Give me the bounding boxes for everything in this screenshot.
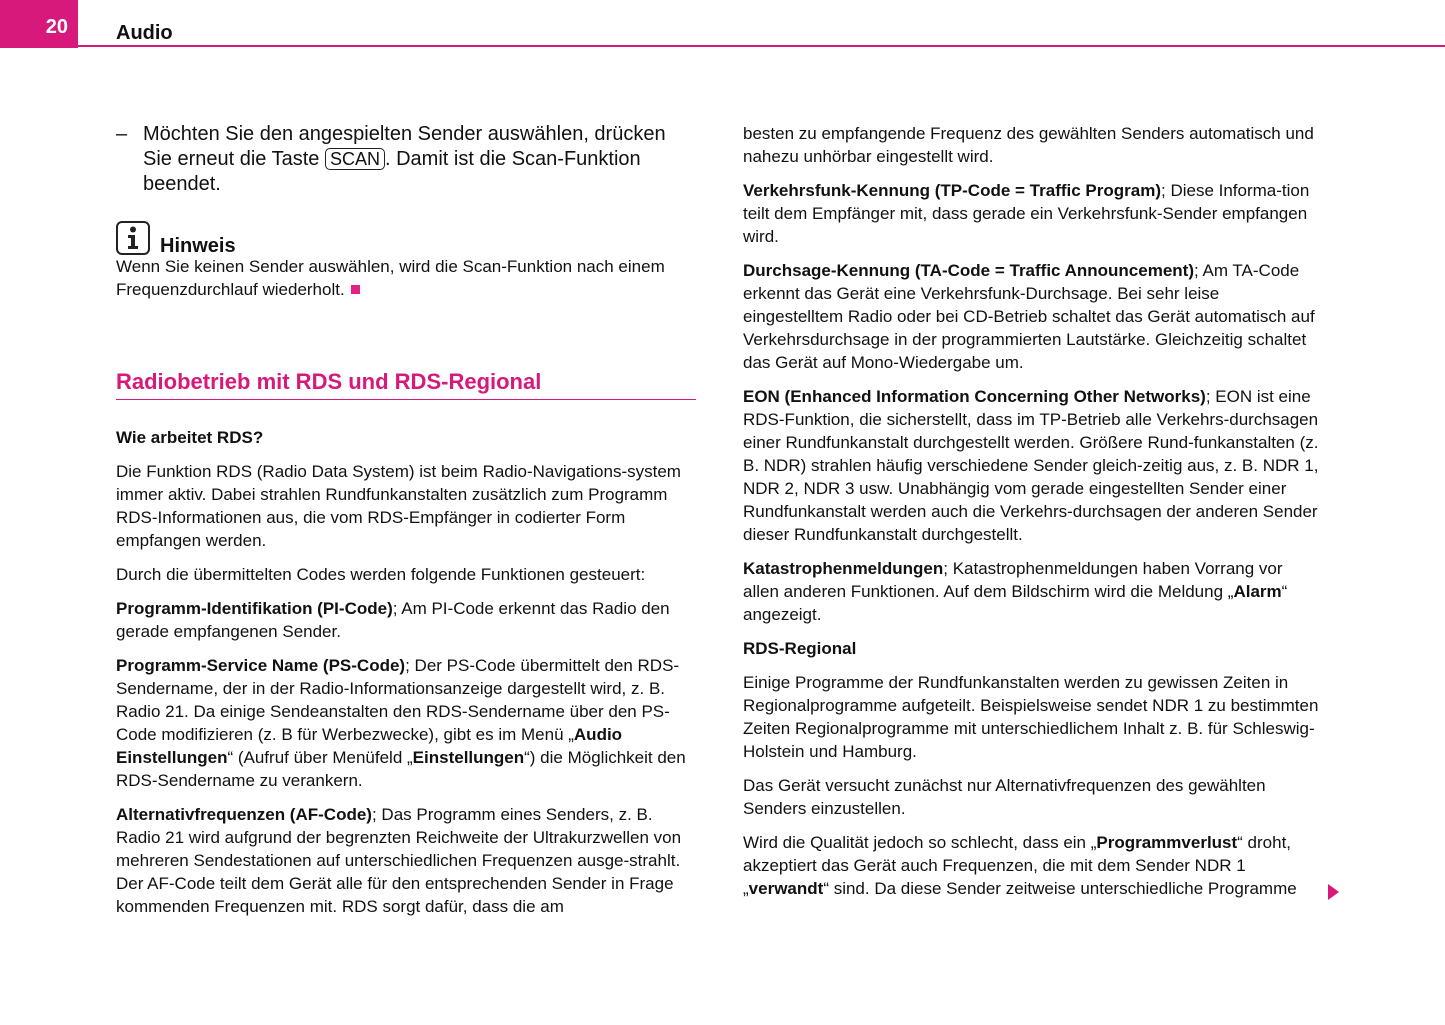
word-alarm: Alarm [1233, 582, 1282, 601]
header-divider [78, 45, 1445, 47]
section-title: Radiobetrieb mit RDS und RDS-Regional [116, 369, 696, 400]
ps-code-text-2: “ (Aufruf über Menüfeld „ [227, 748, 413, 767]
menu-einstellungen: Einstellungen [412, 748, 525, 767]
paragraph-pi-code [116, 597, 696, 643]
page-number: 20 [45, 15, 68, 38]
term-eon: EON (Enhanced Information Concerning Other Networks) [743, 387, 1206, 406]
paragraph-regional-3 [743, 831, 1323, 900]
ps-code-text-1: ; Der PS-Code übermittelt den RDS-Sendername, der in der Radio-Informationsanzeige dargestellt wird, z. B. Radio 21. Da einige Sendeanstalten den RDS-Sendername über den PS-Code modifizieren (z. B für Werbezwecke), gibt es im Menü „ [116, 656, 680, 744]
page-number-badge [0, 0, 78, 48]
term-ta-code: Durchsage-Kennung (TA-Code = Traffic Announcement) [743, 261, 1194, 280]
paragraph-ps-code [116, 654, 696, 792]
paragraph-tp-code [743, 179, 1323, 248]
word-programmverlust: Programmverlust [1096, 833, 1238, 852]
tp-code-text: ; Diese Informa-tion teilt dem Empfänger mit, dass gerade ein Verkehrsfunk-Sender empfangen wird. [743, 181, 1310, 246]
term-af-code: Alternativfrequenzen (AF-Code) [116, 805, 372, 824]
paragraph-ta-code [743, 259, 1323, 374]
pi-code-text: ; Am PI-Code erkennt das Radio den gerade empfangenen Sender. [116, 599, 670, 641]
word-verwandt: verwandt [748, 879, 824, 898]
scan-step-text-2: . Damit ist die Scan-Funktion beendet. [143, 148, 641, 195]
paragraph-eon [743, 385, 1323, 546]
term-pi-code: Programm-Identifikation (PI-Code) [116, 599, 393, 618]
scan-key: SCAN [325, 148, 385, 170]
subheading-rds-regional: RDS-Regional [743, 639, 857, 658]
scan-step-text-1: Möchten Sie den angespielten Sender auswählen, drücken Sie erneut die Taste [143, 123, 666, 170]
continue-arrow-icon [1328, 884, 1339, 900]
info-icon [116, 221, 150, 255]
paragraph-af-code [116, 803, 696, 918]
chapter-title: Audio [116, 22, 173, 44]
paragraph-regional-1: Einige Programme der Rundfunkanstalten werden zu gewissen Zeiten in Regionalprogramme aufgeteilt. Beispielsweise sendet NDR 1 zu bestimmten Zeiten Regionalprogramme mit unterschiedlichem Inhalt z. B. für Schleswig-Holstein und Hamburg. [743, 673, 1319, 761]
note-title: Hinweis [160, 235, 236, 257]
right-column [743, 122, 1323, 911]
term-katastrophen: Katastrophenmeldungen [743, 559, 944, 578]
paragraph-rds-intro: Die Funktion RDS (Radio Data System) ist beim Radio-Navigations-system immer aktiv. Dabei strahlen Rundfunkanstalten zusätzlich zum Programm RDS-Informationen aus, die vom RDS-Empfänger in codierter Form empfangen werden. [116, 462, 681, 550]
regional-3-text-3: “ sind. Da diese Sender zeitweise unterschiedliche Programme [823, 879, 1297, 898]
term-tp-code: Verkehrsfunk-Kennung (TP-Code = Traffic Program) [743, 181, 1161, 200]
af-code-text: ; Das Programm eines Senders, z. B. Radio 21 wird aufgrund der begrenzten Reichweite der Ultrakurzwellen von mehreren Sendestationen auf unterschiedlichen Frequenzen ausge-strahlt. Der AF-Code teilt dem Gerät alle für den entsprechenden Sender in Frage kommenden Frequenzen mit. RDS sorgt dafür, dass die am [116, 805, 682, 916]
menu-audio-einstellungen: Audio Einstellungen [116, 725, 623, 767]
katastrophen-text-2: “ angezeigt. [743, 582, 1288, 624]
dash-bullet: – [116, 123, 128, 145]
regional-3-text-1: Wird die Qualität jedoch so schlecht, dass ein „ [743, 833, 1097, 852]
katastrophen-text-1: ; Katastrophenmeldungen haben Vorrang vor allen anderen Funktionen. Auf dem Bildschirm wird die Meldung „ [743, 559, 1283, 601]
term-ps-code: Programm-Service Name (PS-Code) [116, 656, 406, 675]
subheading-rds: Wie arbeitet RDS? [116, 428, 264, 447]
note-body: Wenn Sie keinen Sender auswählen, wird die Scan-Funktion nach einem Frequenzdurchlauf wiederholt. [116, 257, 665, 299]
regional-3-text-2: “ droht, akzeptiert das Gerät auch Frequenzen, die mit dem Sender NDR 1 „ [743, 833, 1292, 898]
scan-step-item [116, 122, 696, 197]
paragraph-codes-intro: Durch die übermittelten Codes werden folgende Funktionen gesteuert: [116, 565, 646, 584]
eon-text: ; EON ist eine RDS-Funktion, die sicherstellt, dass im TP-Betrieb alle Verkehrs-durchsagen einer Rundfunkanstalt durchgestellt werden. Größere Rund-funkanstalten (z. B. NDR) strahlen häufig verschiedene Sender gleich-zeitig aus, z. B. NDR 1, NDR 2, NDR 3 usw. Unabhängig vom gerade eingestellten Sender einer Rundfunkanstalt werden auch die Verkehrs-durchsagen der anderen Sender dieser Rundfunkanstalt durchgestellt. [743, 387, 1319, 544]
end-of-section-mark-icon [351, 285, 360, 294]
paragraph-regional-2: Das Gerät versucht zunächst nur Alternativfrequenzen des gewählten Senders einzustellen. [743, 776, 1266, 818]
ta-code-text: ; Am TA-Code erkennt das Gerät eine Verkehrsfunk-Durchsage. Bei sehr leise eingestelltem Radio oder bei CD-Betrieb schaltet das Gerät automatisch auf Verkehrsdurchsage in der programmierten Lautstärke. Gleichzeitig schaltet das Gerät auf Mono-Wiedergabe um. [743, 261, 1315, 372]
paragraph-af-continued: besten zu empfangende Frequenz des gewählten Senders automatisch und nahezu unhörbar eingestellt wird. [743, 124, 1314, 166]
note-text [116, 255, 696, 301]
paragraph-katastrophen [743, 557, 1323, 626]
left-column [116, 122, 696, 929]
ps-code-text-3: “) die Möglichkeit den RDS-Sendername zu verankern. [116, 748, 686, 790]
note-header [116, 221, 696, 255]
